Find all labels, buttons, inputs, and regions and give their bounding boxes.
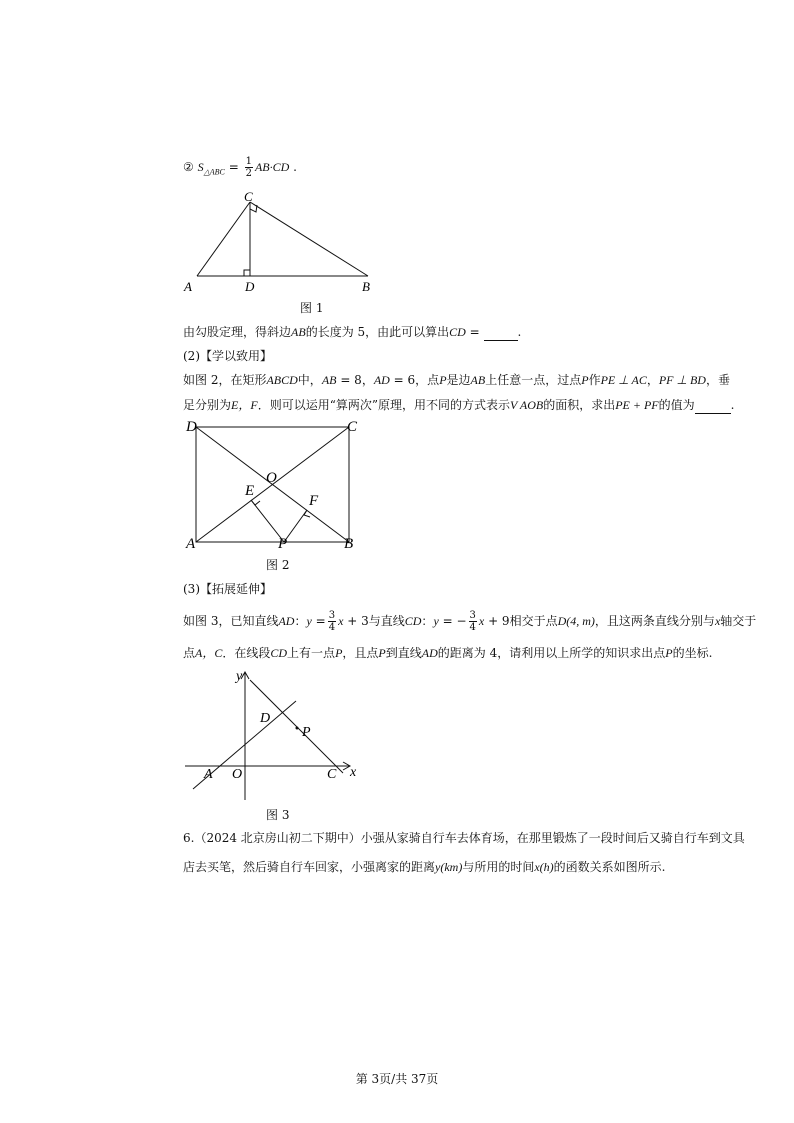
equals: = [469, 325, 480, 339]
label-y: y [236, 669, 243, 684]
label-b: B [362, 279, 370, 294]
answer-blank[interactable] [695, 397, 731, 414]
label-x: x [350, 765, 357, 780]
fraction-three-quarters: $\frac{3}{4}$ [469, 610, 476, 633]
right-angle-mark-d [244, 270, 250, 276]
area-symbol: S [197, 160, 204, 174]
answer-blank[interactable] [484, 324, 518, 341]
figure-3-caption: 图 3 [266, 808, 290, 822]
formula-line [183, 156, 297, 180]
fraction-three-quarters: $\frac{3}{4}$ [328, 610, 336, 633]
label-d: D [260, 711, 271, 726]
figure-2-caption: 图 2 [266, 558, 290, 572]
label-c: C [244, 189, 253, 204]
text: 由勾股定理，得斜边 [183, 325, 292, 339]
label-b: B [344, 536, 354, 552]
label-p: P [278, 536, 288, 552]
segment-ac [197, 202, 250, 276]
fraction-one-half: $\frac{1}{2}$ [245, 156, 252, 179]
figure-2-rectangle [180, 415, 370, 555]
part-2-line-2: 足分别为E，F．则可以运用“算两次”原理，用不同的方式表示V AOB的面积，求出PE + PF的值为 . [183, 398, 735, 412]
period: . [517, 325, 522, 339]
label-d: D [186, 419, 197, 435]
part-2-line-1: 如图 2，在矩形ABCD中，AB = 8，AD = 6，点P是边AB上任意一点，过点P作PE ⊥ AC，PF ⊥ BD，垂 [183, 373, 730, 387]
equals: = [228, 160, 239, 174]
figure-1-caption: 图 1 [300, 301, 324, 315]
label-p: P [302, 725, 311, 740]
label-a: A [204, 767, 213, 782]
question-6-line-1: 6.（2024 北京房山初二下期中）小强从家骑自行车去体育场，在那里锻炼了一段时间后又骑自行车到文具 [183, 831, 745, 845]
label-a: A [186, 536, 196, 552]
label-f: F [309, 493, 319, 509]
figure-3-coordinate-plane [180, 664, 370, 804]
text: 的长度为 5，由此可以算出 [305, 325, 450, 339]
part-3-line-2: 点A，C．在线段CD上有一点P，且点P到直线AD的距离为 4，请利用以上所学的知识求出点P的坐标. [183, 646, 713, 660]
segment-bc [250, 202, 368, 276]
part-3-line-1: 如图 3，已知直线AD：y = $\frac{3}{4}$ x + 3与直线CD：y = − $\frac{3}{4}$ x + 9相交于点D(4, m)，且这两条直线分别与x轴交于 [183, 610, 757, 633]
question-6-line-2: 店去买笔，然后骑自行车回家，小强离家的距离y(km)与所用的时间x(h)的函数关系如图所示. [183, 860, 666, 874]
label-c: C [347, 419, 358, 435]
var-ab: AB [291, 325, 306, 339]
var-cd: CD [449, 325, 466, 339]
point-p [296, 727, 299, 730]
period: . [293, 160, 297, 174]
label-a: A [184, 279, 192, 294]
area-subscript: △ABC [203, 167, 225, 177]
label-c: C [327, 767, 337, 782]
part-2-heading: (2)【学以致用】 [183, 349, 272, 363]
label-d: D [245, 279, 255, 294]
label-e: E [245, 483, 255, 499]
label-o: O [232, 767, 243, 782]
part-3-heading: (3)【拓展延伸】 [183, 582, 272, 596]
formula-rhs: AB·CD [254, 160, 290, 174]
label-o: O [266, 470, 277, 486]
circle-marker: ② [183, 160, 194, 174]
figure-1-triangle [180, 188, 380, 298]
page-number: 第 3页/共 37页 [355, 1072, 439, 1086]
line-cd [250, 680, 343, 773]
pythagoras-line [183, 324, 521, 341]
